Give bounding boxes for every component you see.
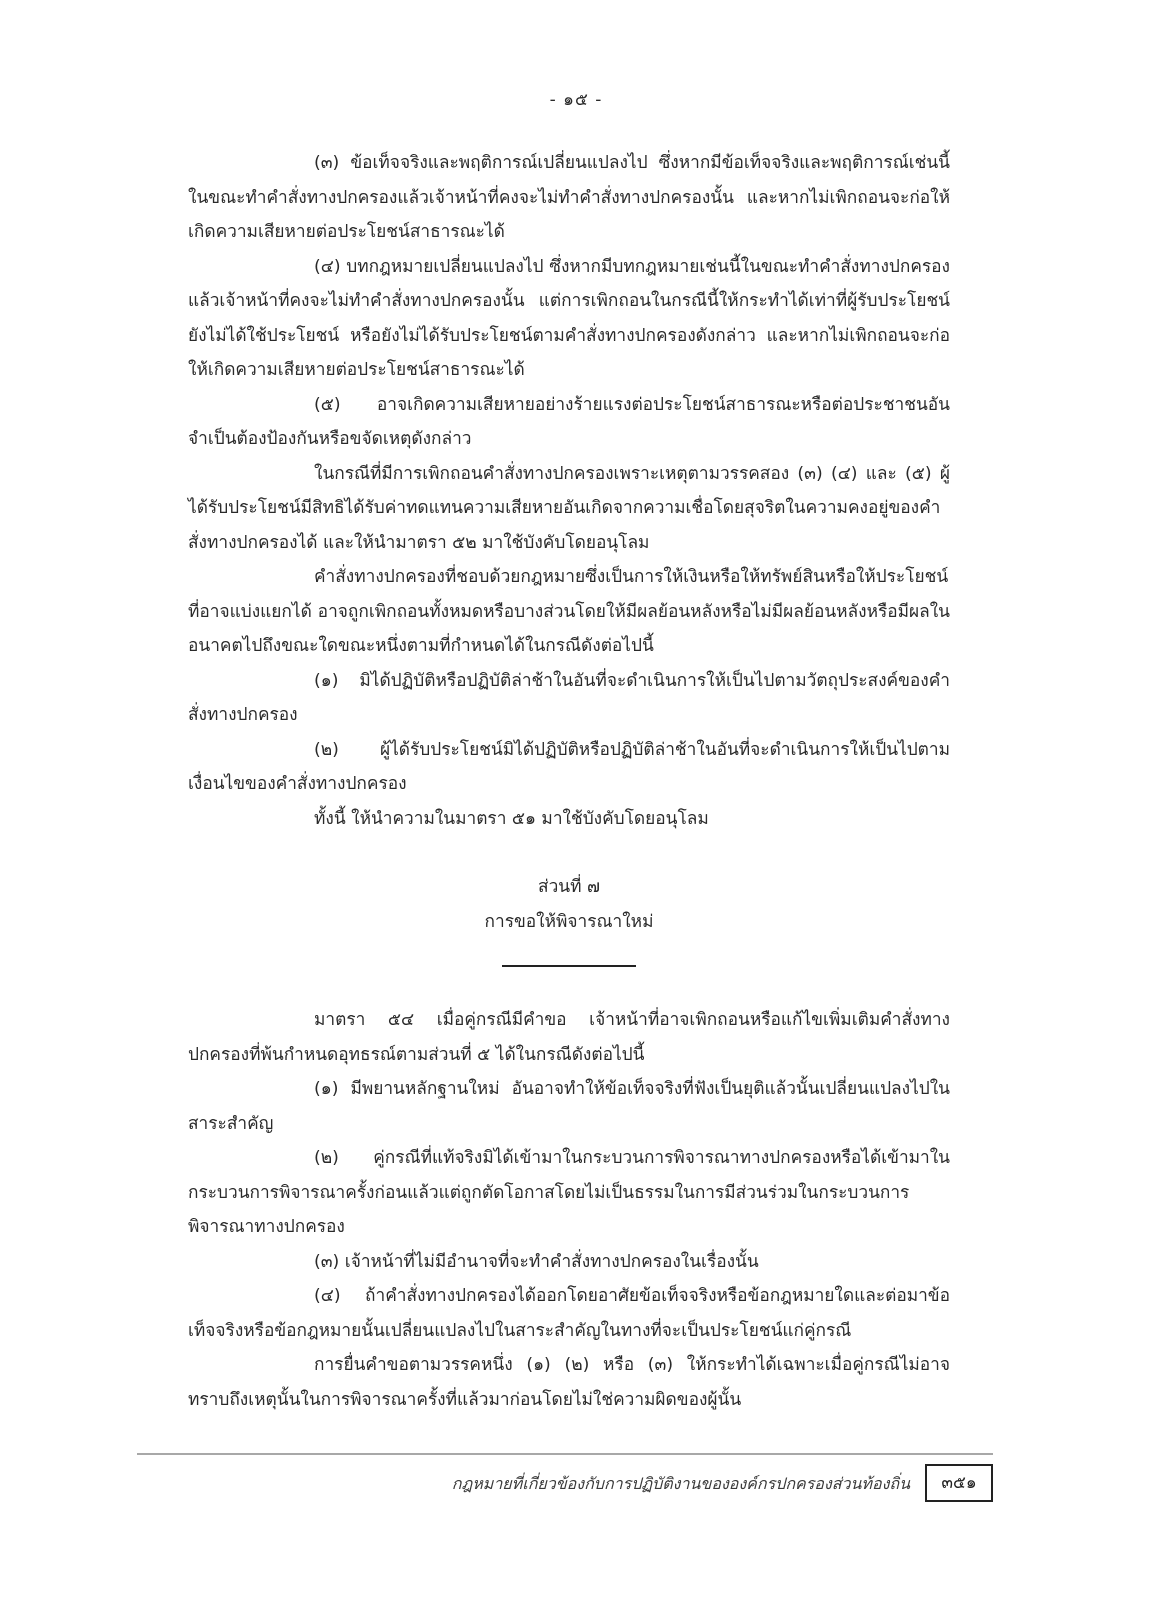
paragraph-group-b [188,1003,950,1417]
paragraph: ในกรณีที่มีการเพิกถอนคำสั่งทางปกครองเพราะเหตุตามวรรคสอง (๓) (๔) และ (๕) ผู้ได้รับประโยชน์มีสิทธิได้รับค่าทดแทนความเสียหายอันเกิดจากความเชื่อโดยสุจริตในความคงอยู่ของคำสั่งทางปกครองได้ และให้นำมาตรา ๕๒ มาใช้บังคับโดยอนุโลม [188,463,950,553]
document-body [188,146,950,1417]
paragraph: (๑) มีพยานหลักฐานใหม่ อันอาจทำให้ข้อเท็จจริงที่ฟังเป็นยุติแล้วนั้นเปลี่ยนแปลงไปในสาระสำคัญ [188,1079,950,1134]
paragraph: (๓) เจ้าหน้าที่ไม่มีอำนาจที่จะทำคำสั่งทางปกครองในเรื่องนั้น [314,1251,759,1272]
paragraph: (๒) ผู้ได้รับประโยชน์มิได้ปฏิบัติหรือปฏิบัติล่าช้าในอันที่จะดำเนินการให้เป็นไปตามเงื่อนไขของคำสั่งทางปกครอง [188,739,950,794]
footer-title: กฎหมายที่เกี่ยวข้องกับการปฏิบัติงานขององค์กรปกครองส่วนท้องถิ่น [451,1474,910,1493]
paragraph: (๒) คู่กรณีที่แท้จริงมิได้เข้ามาในกระบวนการพิจารณาทางปกครองหรือได้เข้ามาในกระบวนการพิจารณาครั้งก่อนแล้วแต่ถูกตัดโอกาสโดยไม่เป็นธรรมในการมีส่วนร่วมในกระบวนการพิจารณาทางปกครอง [188,1148,950,1237]
section-heading [188,870,950,967]
section-divider [502,965,636,967]
paragraph-group-a [188,146,950,836]
page-number-top: - ๑๕ - [549,90,603,110]
footer-page-number: ๓๕๑ [925,1464,993,1502]
paragraph: การยื่นคำขอตามวรรคหนึ่ง (๑) (๒) หรือ (๓) ให้กระทำได้เฉพาะเมื่อคู่กรณีไม่อาจทราบถึงเหตุนั้นในการพิจารณาครั้งที่แล้วมาก่อนโดยไม่ใช่ความผิดของผู้นั้น [188,1355,950,1410]
section-number: ส่วนที่ ๗ [538,877,600,897]
paragraph: (๓) ข้อเท็จจริงและพฤติการณ์เปลี่ยนแปลงไป ซึ่งหากมีข้อเท็จจริงและพฤติการณ์เช่นนี้ในขณะทำคำสั่งทางปกครองแล้วเจ้าหน้าที่คงจะไม่ทำคำสั่งทางปกครองนั้น และหากไม่เพิกถอนจะก่อให้เกิดความเสียหายต่อประโยชน์สาธารณะได้ [188,153,950,242]
paragraph: (๕) อาจเกิดความเสียหายอย่างร้ายแรงต่อประโยชน์สาธารณะหรือต่อประชาชนอันจำเป็นต้องป้องกันหรือขจัดเหตุดังกล่าว [188,394,950,449]
paragraph: (๑) มิได้ปฏิบัติหรือปฏิบัติล่าช้าในอันที่จะดำเนินการให้เป็นไปตามวัตถุประสงค์ของคำสั่งทางปกครอง [188,670,950,725]
section-title: การขอให้พิจารณาใหม่ [484,911,654,932]
paragraph: ทั้งนี้ ให้นำความในมาตรา ๕๑ มาใช้บังคับโดยอนุโลม [314,808,709,829]
paragraph: คำสั่งทางปกครองที่ชอบด้วยกฎหมายซึ่งเป็นการให้เงินหรือให้ทรัพย์สินหรือให้ประโยชน์ที่อาจแบ่งแยกได้ อาจถูกเพิกถอนทั้งหมดหรือบางส่วนโดยให้มีผลย้อนหลังหรือไม่มีผลย้อนหลังหรือมีผลในอนาคตไปถึงขณะใดขณะหนึ่งตามที่กำหนดได้ในกรณีดังต่อไปนี้ [188,567,950,656]
paragraph: (๔) ถ้าคำสั่งทางปกครองได้ออกโดยอาศัยข้อเท็จจริงหรือข้อกฎหมายใดและต่อมาข้อเท็จจริงหรือข้อกฎหมายนั้นเปลี่ยนแปลงไปในสาระสำคัญในทางที่จะเป็นประโยชน์แก่คู่กรณี [188,1286,950,1341]
paragraph: (๔) บทกฎหมายเปลี่ยนแปลงไป ซึ่งหากมีบทกฎหมายเช่นนี้ในขณะทำคำสั่งทางปกครองแล้วเจ้าหน้าที่คงจะไม่ทำคำสั่งทางปกครองนั้น แต่การเพิกถอนในกรณีนี้ให้กระทำได้เท่าที่ผู้รับประโยชน์ยังไม่ได้ใช้ประโยชน์ หรือยังไม่ได้รับประโยชน์ตามคำสั่งทางปกครองดังกล่าว และหากไม่เพิกถอนจะก่อให้เกิดความเสียหายต่อประโยชน์สาธารณะได้ [188,256,950,380]
footer-divider [137,1453,993,1455]
paragraph: มาตรา ๕๔ เมื่อคู่กรณีมีคำขอ เจ้าหน้าที่อาจเพิกถอนหรือแก้ไขเพิ่มเติมคำสั่งทางปกครองที่พ้นกำหนดอุทธรณ์ตามส่วนที่ ๕ ได้ในกรณีดังต่อไปนี้ [188,1010,950,1065]
